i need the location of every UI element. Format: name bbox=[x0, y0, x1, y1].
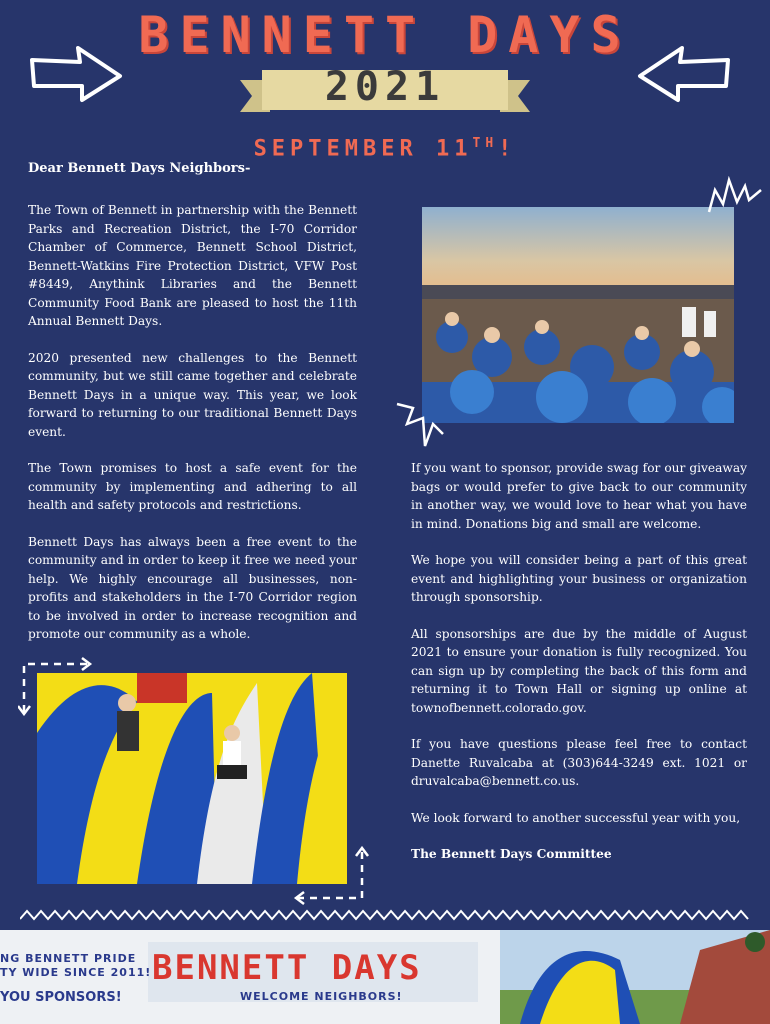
greeting: Dear Bennett Days Neighbors- bbox=[28, 161, 251, 176]
inflatable-slide-photo bbox=[37, 673, 347, 884]
paragraph: The Town of Bennett in partnership with the Bennett Parks and Recreation District, the I-70 Corridor Chamber of Commerce, Bennett School District, Bennett-Watkins Fire Protection District, VFW Post #8449, Anythink Libraries and the Bennett Community Food Bank are pleased to host the 11th Annual Bennett Days. bbox=[28, 203, 357, 328]
paragraph: The Town promises to host a safe event for the community by implementing and adhering to all health and safety protocols and restrictions. bbox=[28, 461, 357, 512]
banner-text: NG BENNETT PRIDE bbox=[0, 952, 137, 965]
starburst-icon bbox=[395, 394, 445, 450]
starburst-icon bbox=[705, 176, 765, 216]
paragraph: We hope you will consider being a part of this great event and highlighting your business or organization through sponsorship. bbox=[411, 553, 747, 604]
paragraph: Bennett Days has always been a free event to the community and in order to keep it free we need your help. We highly encourage all businesses, non-profits and stakeholders in the I-70 Corridor region to be involved in order to increase recognition and promote our community as a whole. bbox=[28, 534, 357, 641]
zigzag-divider bbox=[20, 908, 750, 922]
banner-text: TY WIDE SINCE 2011! bbox=[0, 966, 152, 979]
banner-text: YOU SPONSORS! bbox=[0, 990, 122, 1005]
banner-title: BENNETT DAYS bbox=[152, 948, 422, 988]
paragraph: 2020 presented new challenges to the Bennett community, but we still came together and celebrate Bennett Days in a unique way. This year, we look forward to returning to our traditional Bennett Days event. bbox=[28, 350, 357, 439]
event-year: 2021 bbox=[324, 64, 446, 110]
letter-right-column bbox=[411, 459, 747, 882]
arrow-left-icon bbox=[636, 42, 732, 106]
paragraph: If you want to sponsor, provide swag for our giveaway bags or would prefer to give back to our community in another way, we would love to hear what you have in mind. Donations big and small are welcome. bbox=[411, 461, 747, 531]
event-title: BENNETT DAYS bbox=[138, 6, 632, 64]
paragraph: We look forward to another successful year with you, bbox=[411, 810, 741, 825]
arrow-right-icon bbox=[28, 42, 124, 106]
event-date: SEPTEMBER 11TH! bbox=[253, 136, 517, 162]
signature: The Bennett Days Committee bbox=[411, 847, 612, 861]
paragraph: If you have questions please feel free to contact Danette Ruvalcaba at (303)644-3249 ext. 1021 or druvalcaba@bennett.co.us. bbox=[411, 737, 747, 788]
banner-subtitle: WELCOME NEIGHBORS! bbox=[240, 990, 403, 1003]
paragraph: All sponsorships are due by the middle of August 2021 to ensure your donation is fully recognized. You can sign up by completing the back of this form and returning it to Town Hall or signing up online at townofbennett.colorado.gov. bbox=[411, 626, 747, 715]
letter-left-column bbox=[28, 201, 357, 662]
rodeo-crowd-photo bbox=[422, 207, 734, 423]
